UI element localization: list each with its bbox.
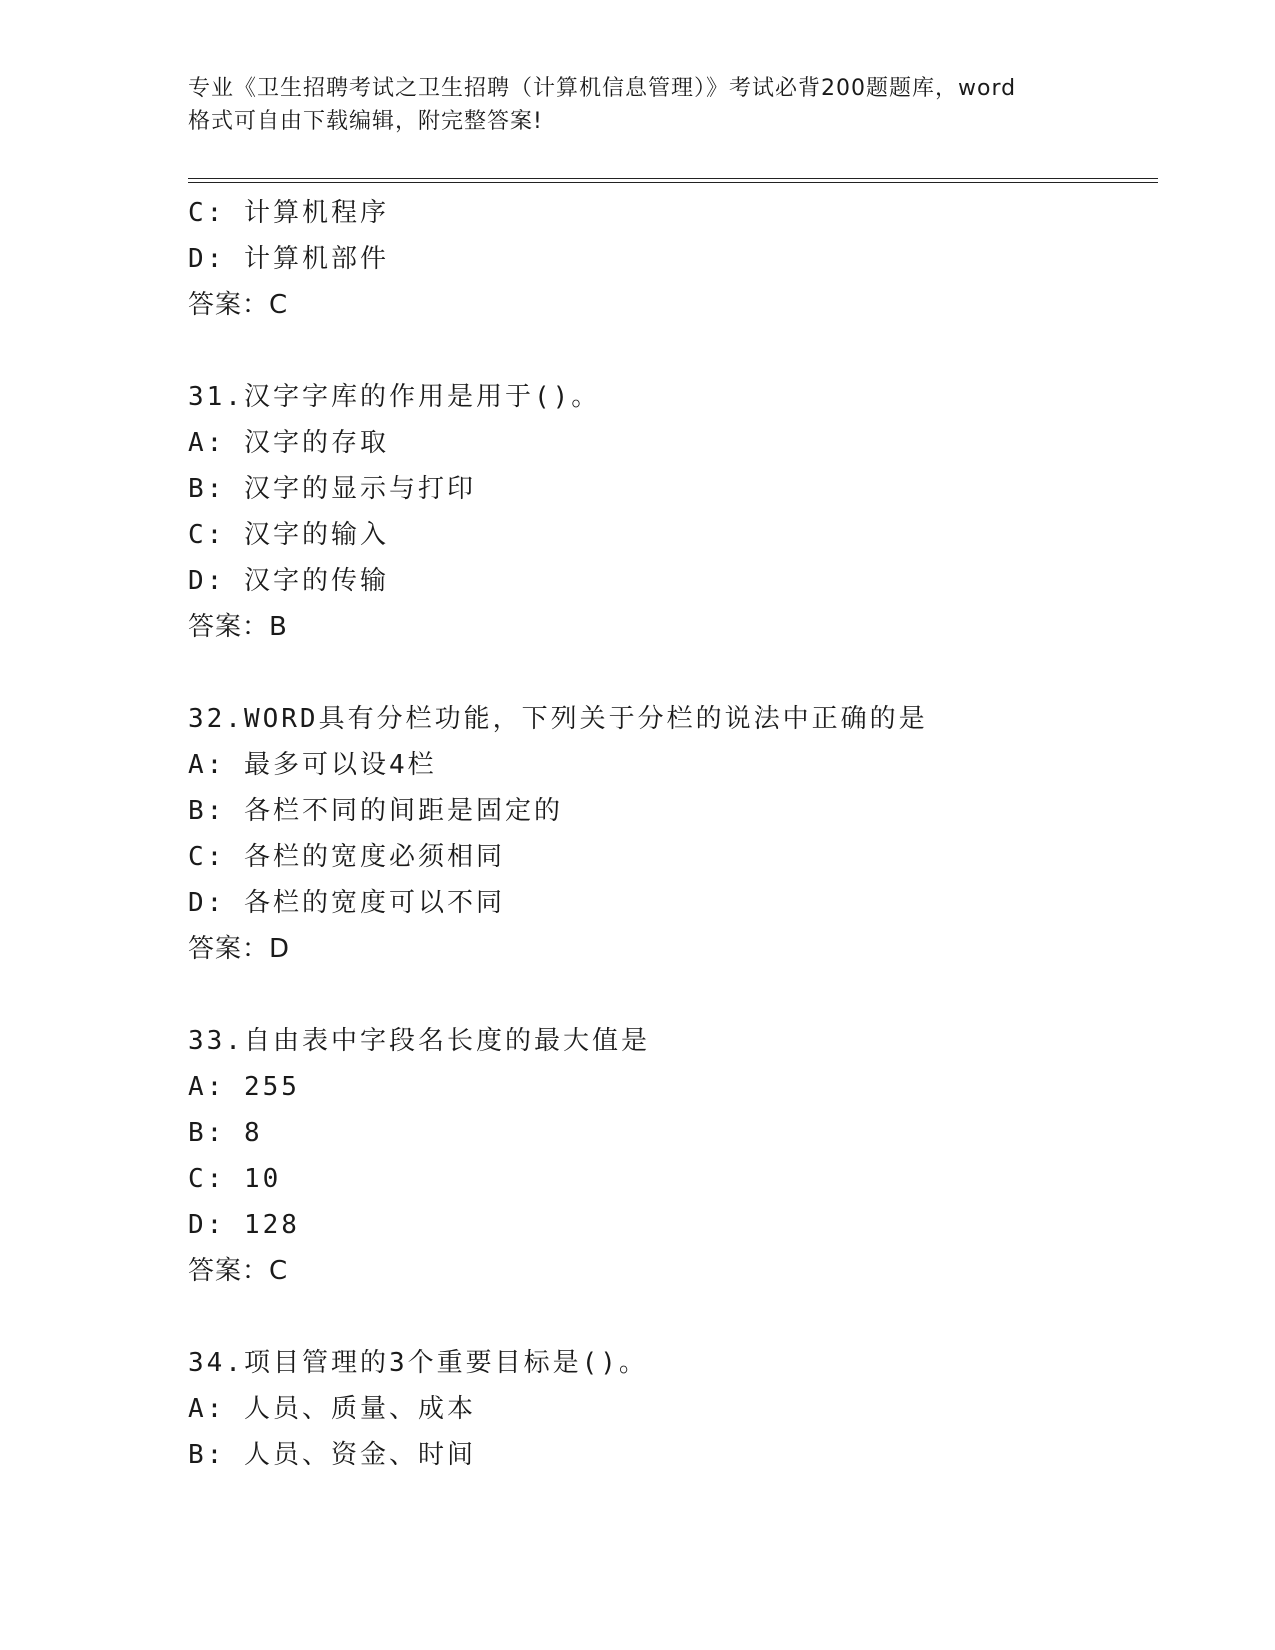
option-a: A: 人员、质量、成本 <box>188 1394 476 1424</box>
header-line-1: 专业《卫生招聘考试之卫生招聘（计算机信息管理）》考试必背200题题库，word <box>188 76 1017 101</box>
header-divider <box>188 178 1158 183</box>
document-header <box>188 72 1088 138</box>
question-stem: 32.WORD具有分栏功能，下列关于分栏的说法中正确的是 <box>188 704 928 734</box>
question-stem: 34.项目管理的3个重要目标是()。 <box>188 1348 648 1378</box>
header-line-2: 格式可自由下载编辑，附完整答案! <box>188 109 543 134</box>
option-d: D: 各栏的宽度可以不同 <box>188 888 505 918</box>
answer-line: 答案：B <box>188 612 288 642</box>
question-stem: 31.汉字字库的作用是用于()。 <box>188 382 601 412</box>
question-32 <box>188 696 1148 972</box>
option-a: A: 汉字的存取 <box>188 428 389 458</box>
option-b: B: 各栏不同的间距是固定的 <box>188 796 563 826</box>
option-c: C: 各栏的宽度必须相同 <box>188 842 505 872</box>
option-d: D: 128 <box>188 1210 300 1240</box>
spacer <box>188 972 1148 1018</box>
option-c: C: 汉字的输入 <box>188 520 389 550</box>
answer-line: 答案：C <box>188 290 289 320</box>
question-31 <box>188 374 1148 650</box>
option-b: B: 8 <box>188 1118 263 1148</box>
option-c: C: 计算机程序 <box>188 198 389 228</box>
question-stem: 33.自由表中字段名长度的最大值是 <box>188 1026 650 1056</box>
spacer <box>188 328 1148 374</box>
option-b: B: 人员、资金、时间 <box>188 1440 476 1470</box>
option-b: B: 汉字的显示与打印 <box>188 474 476 504</box>
answer-line: 答案：C <box>188 1256 289 1286</box>
option-d: D: 汉字的传输 <box>188 566 389 596</box>
option-c: C: 10 <box>188 1164 282 1194</box>
spacer <box>188 650 1148 696</box>
spacer <box>188 1294 1148 1340</box>
option-a: A: 255 <box>188 1072 300 1102</box>
question-33 <box>188 1018 1148 1294</box>
option-d: D: 计算机部件 <box>188 244 389 274</box>
question-34 <box>188 1340 1148 1478</box>
question-list <box>188 190 1148 1478</box>
question-30-tail <box>188 190 1148 328</box>
answer-line: 答案：D <box>188 934 291 964</box>
option-a: A: 最多可以设4栏 <box>188 750 437 780</box>
